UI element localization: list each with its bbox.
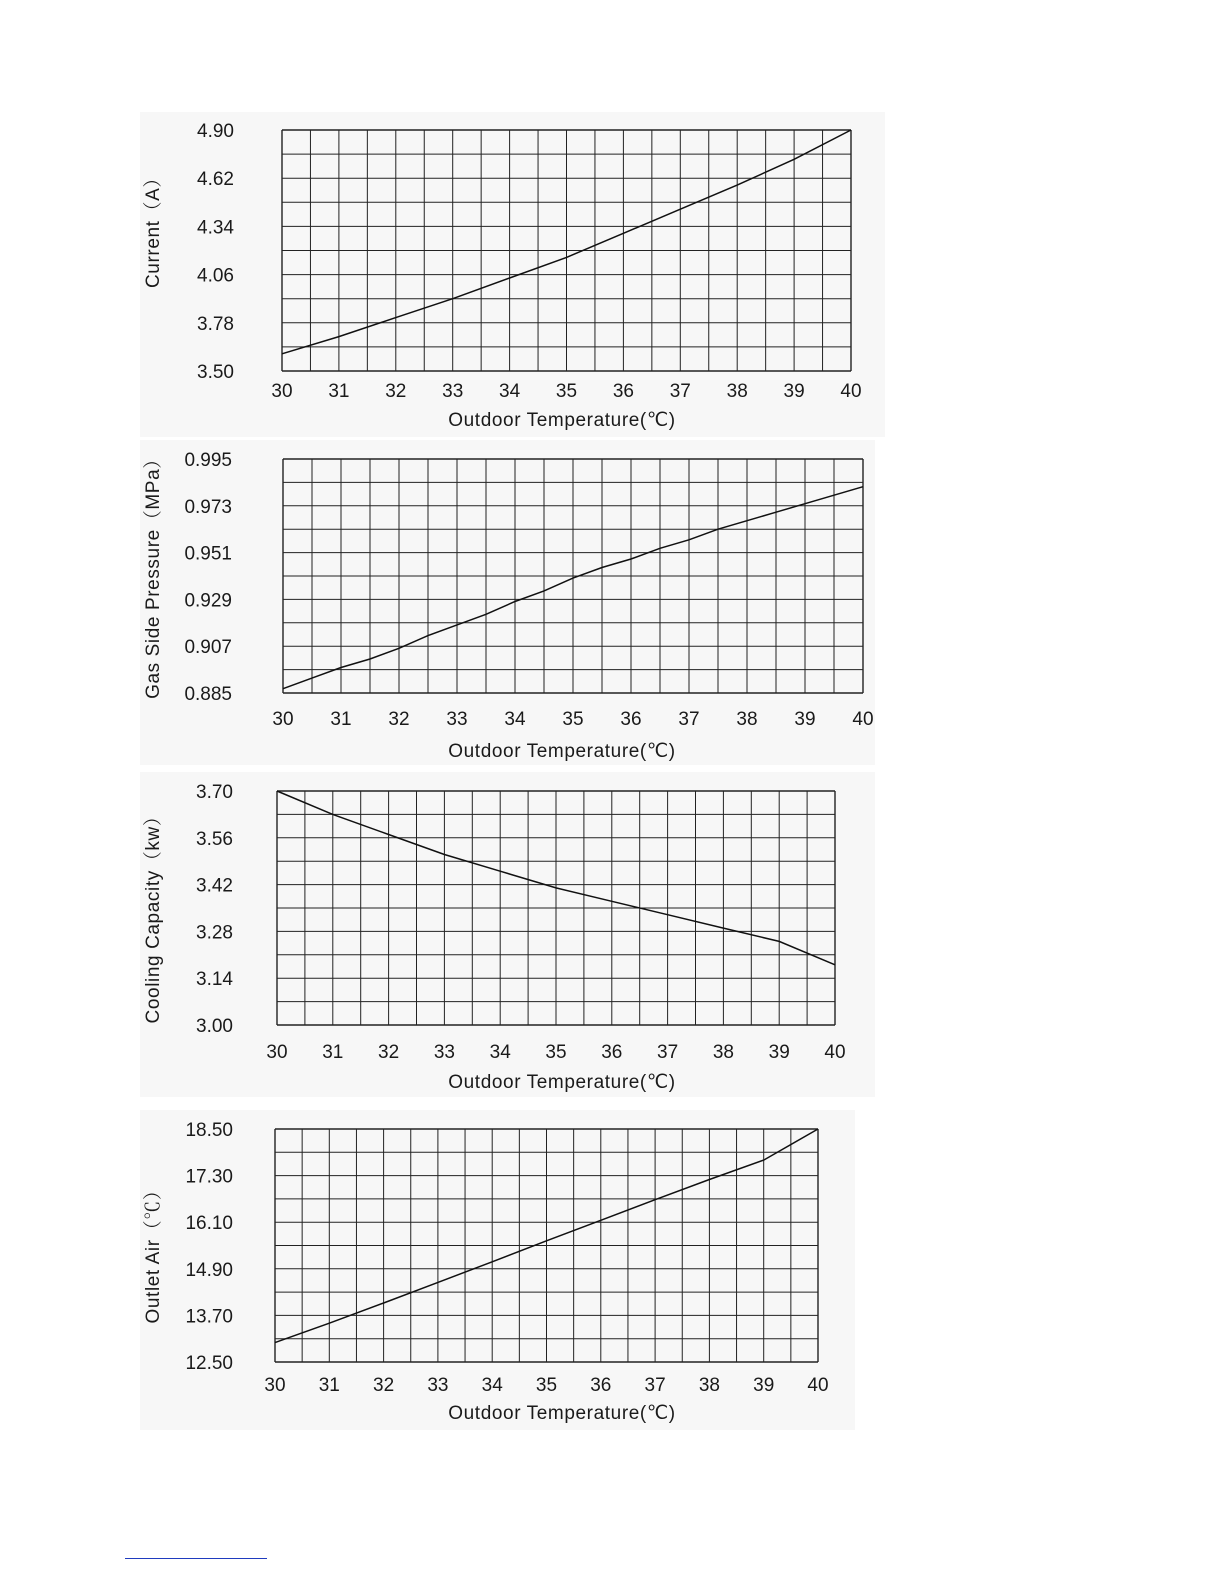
x-tick-label: 34: [481, 1375, 503, 1396]
x-tick-label: 33: [427, 1375, 449, 1396]
y-axis-label: Outlet Air（℃）: [143, 1180, 164, 1324]
x-tick-label: 32: [385, 381, 407, 402]
x-tick-label: 32: [378, 1042, 400, 1063]
x-tick-label: 40: [840, 381, 862, 402]
x-tick-label: 31: [330, 709, 352, 730]
x-tick-label: 32: [373, 1375, 395, 1396]
x-tick-label: 39: [753, 1375, 775, 1396]
y-tick-label: 0.951: [184, 543, 232, 565]
x-tick-label: 37: [657, 1042, 679, 1063]
x-tick-label: 39: [783, 381, 805, 402]
x-tick-label: 40: [824, 1042, 846, 1063]
x-tick-label: 38: [712, 1042, 734, 1063]
x-tick-label: 35: [562, 709, 584, 730]
x-axis-label: Outdoor Temperature(℃): [448, 1072, 676, 1093]
x-tick-label: 39: [794, 709, 816, 730]
x-tick-label: 33: [433, 1042, 455, 1063]
x-axis-label: Outdoor Temperature(℃): [448, 410, 676, 431]
x-tick-label: 38: [726, 381, 748, 402]
y-tick-label: 3.28: [196, 922, 233, 944]
y-tick-label: 3.56: [196, 828, 233, 850]
x-tick-label: 36: [620, 709, 642, 730]
y-tick-label: 18.50: [185, 1120, 233, 1141]
y-tick-label: 3.78: [197, 313, 234, 335]
x-tick-label: 31: [322, 1042, 344, 1063]
x-tick-label: 30: [266, 1042, 288, 1063]
x-tick-label: 38: [736, 709, 758, 730]
footnote-rule: [125, 1558, 267, 1559]
x-tick-label: 38: [698, 1375, 720, 1396]
x-tick-label: 33: [442, 381, 464, 402]
x-tick-label: 36: [601, 1042, 623, 1063]
y-tick-label: 13.70: [185, 1306, 233, 1328]
y-tick-label: 0.907: [184, 637, 232, 659]
x-tick-label: 30: [271, 381, 293, 402]
x-axis-label: Outdoor Temperature(℃): [448, 741, 676, 762]
x-tick-label: 35: [555, 381, 578, 402]
x-tick-label: 39: [768, 1042, 790, 1063]
y-tick-label: 4.06: [197, 265, 234, 287]
y-tick-label: 4.34: [197, 217, 234, 239]
x-tick-label: 36: [590, 1375, 612, 1396]
y-tick-label: 12.50: [185, 1353, 233, 1374]
y-tick-label: 0.995: [184, 450, 232, 471]
y-tick-label: 0.929: [184, 590, 232, 612]
chart-grid: [277, 791, 835, 1025]
chart-grid: [275, 1129, 818, 1362]
y-tick-label: 4.62: [197, 169, 234, 191]
x-tick-label: 34: [499, 381, 521, 402]
x-tick-label: 40: [807, 1375, 829, 1396]
x-tick-label: 32: [388, 709, 410, 730]
x-tick-label: 37: [669, 381, 691, 402]
y-axis-label: Cooling Capacity（kw）: [143, 806, 164, 1024]
y-tick-label: 3.50: [197, 362, 234, 383]
x-axis-label: Outdoor Temperature(℃): [448, 1403, 676, 1424]
y-tick-label: 3.70: [196, 782, 233, 803]
x-tick-label: 36: [612, 381, 634, 402]
x-tick-label: 35: [535, 1375, 558, 1396]
x-tick-label: 31: [318, 1375, 340, 1396]
x-tick-label: 37: [678, 709, 700, 730]
y-tick-label: 3.14: [196, 969, 233, 991]
chart-grid: [282, 130, 851, 371]
x-tick-label: 30: [264, 1375, 286, 1396]
y-tick-label: 4.90: [197, 121, 234, 142]
x-tick-label: 35: [545, 1042, 567, 1063]
x-tick-label: 34: [504, 709, 526, 730]
chart-grid: [283, 459, 863, 693]
x-tick-label: 33: [446, 709, 468, 730]
x-tick-label: 34: [489, 1042, 511, 1063]
y-tick-label: 16.10: [185, 1213, 233, 1235]
x-tick-label: 37: [644, 1375, 666, 1396]
y-tick-label: 0.885: [184, 684, 232, 705]
y-axis-label: Current（A）: [143, 167, 164, 289]
y-tick-label: 3.42: [196, 875, 233, 897]
y-tick-label: 3.00: [196, 1016, 233, 1037]
x-tick-label: 31: [328, 381, 350, 402]
y-tick-label: 17.30: [185, 1166, 233, 1188]
y-axis-label: Gas Side Pressure（MPa）: [143, 449, 164, 699]
y-tick-label: 0.973: [184, 496, 232, 518]
x-tick-label: 40: [852, 709, 874, 730]
y-tick-label: 14.90: [185, 1259, 233, 1281]
x-tick-label: 30: [272, 709, 294, 730]
